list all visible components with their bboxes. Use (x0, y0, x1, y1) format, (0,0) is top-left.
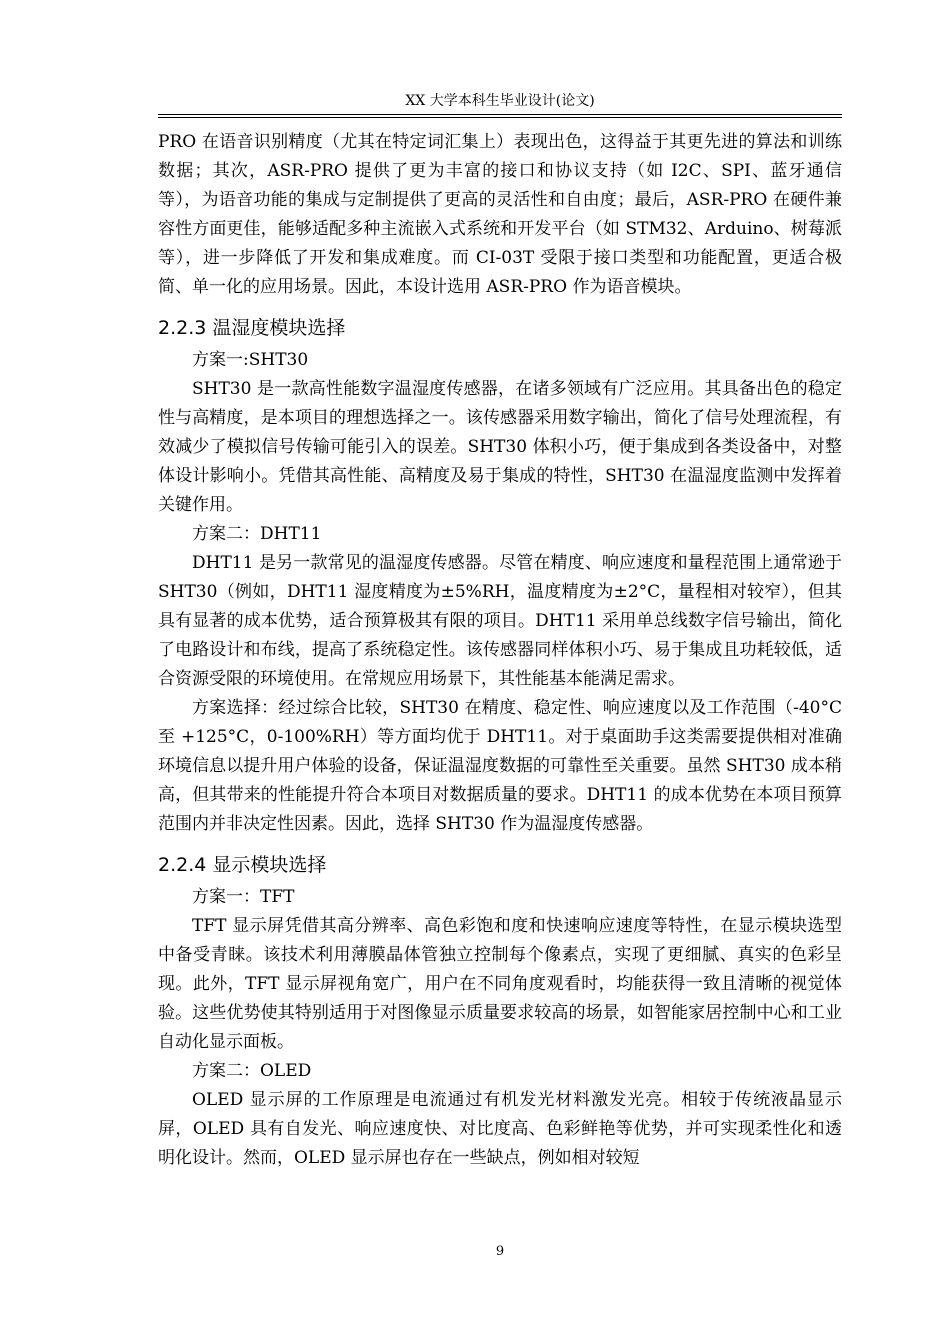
option1-title-tft: 方案一：TFT (192, 887, 295, 907)
page-number: 9 (495, 1244, 505, 1259)
option2-text-dht11: DHT11 是另一款常见的温湿度传感器。尽管在精度、响应速度和量程范围上通常逊于 SHT30（例如，DHT11 湿度精度为±5%RH，温度精度为±2°C，量程相对较窄），但其具有显著的成本优势，适合预算极其有限的项目。DHT11 采用单总线数字信号输出，简化了电路设计和布线，提高了系统稳定性。该传感器同样体积小巧、易于集成且功耗较低，适合资源受限的环境使用。在常规应用场景下，其性能基本能满足需求。 (158, 553, 842, 689)
option2-text-oled: OLED 显示屏的工作原理是电流通过有机发光材料激发光亮。相较于传统液晶显示屏，OLED 具有自发光、响应速度快、对比度高、色彩鲜艳等优势，并可实现柔性化和透明化设计。然而，OLED 显示屏也存在一些缺点，例如相对较短 (158, 1090, 842, 1168)
option2-title-oled: 方案二：OLED (192, 1061, 312, 1081)
paragraph-asr-pro: PRO 在语音识别精度（尤其在特定词汇集上）表现出色，这得益于其更先进的算法和训练数据；其次，ASR-PRO 提供了更为丰富的接口和协议支持（如 I2C、SPI、蓝牙通信等），为语音功能的集成与定制提供了更高的灵活性和自由度；最后，ASR-PRO 在硬件兼容性方面更佳，能够适配多种主流嵌入式系统和开发平台（如 STM32、Arduino、树莓派等），进一步降低了开发和集成难度。而 CI-03T 受限于接口类型和功能配置，更适合极简、单一化的应用场景。因此，本设计选用 ASR-PRO 作为语音模块。 (158, 132, 842, 297)
option1-text-sht30: SHT30 是一款高性能数字温湿度传感器，在诸多领域有广泛应用。其具备出色的稳定性与高精度，是本项目的理想选择之一。该传感器采用数字输出，简化了信号处理流程，有效减少了模拟信号传输可能引入的误差。SHT30 体积小巧，便于集成到各类设备中，对整体设计影响小。凭借其高性能、高精度及易于集成的特性，SHT30 在温湿度监测中发挥着关键作用。 (158, 379, 842, 515)
option1-text-tft: TFT 显示屏凭借其高分辨率、高色彩饱和度和快速响应速度等特性，在显示模块选型中备受青睐。该技术利用薄膜晶体管独立控制每个像素点，实现了更细腻、真实的色彩呈现。此外，TFT 显示屏视角宽广，用户在不同角度观看时，均能获得一致且清晰的视觉体验。这些优势使其特别适用于对图像显示质量要求较高的场景，如智能家居控制中心和工业自动化显示面板。 (158, 916, 842, 1052)
page-header: XX 大学本科生毕业设计(论文) (405, 93, 595, 109)
section-heading-2-2-4: 2.2.4 显示模块选择 (158, 854, 327, 876)
choice-text-sensor: 方案选择：经过综合比较，SHT30 在精度、稳定性、响应速度以及工作范围（-40°C 至 +125°C，0-100%RH）等方面均优于 DHT11。对于桌面助手这类需要提供相对准确环境信息以提升用户体验的设备，保证温湿度数据的可靠性至关重要。虽然 SHT30 成本稍高，但其带来的性能提升符合本项目对数据质量的要求。DHT11 的成本优势在本项目预算范围内并非决定性因素。因此，选择 SHT30 作为温湿度传感器。 (158, 698, 842, 834)
section-heading-2-2-3: 2.2.3 温湿度模块选择 (158, 317, 346, 339)
option1-title-sht30: 方案一:SHT30 (192, 350, 309, 370)
option2-title-dht11: 方案二：DHT11 (192, 524, 322, 544)
header-rule (158, 114, 842, 118)
page-content (158, 128, 842, 1173)
